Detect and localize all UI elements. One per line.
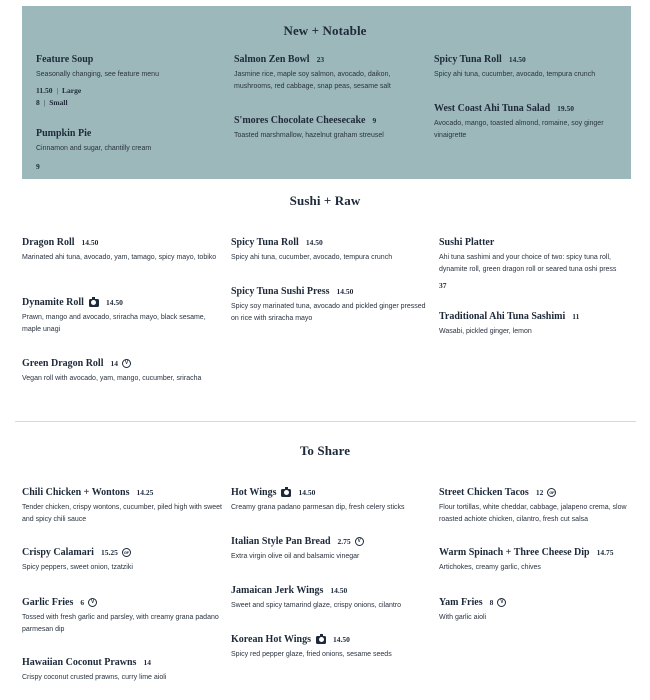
item-desc: Artichokes, creamy garlic, chives	[439, 564, 541, 571]
item-price: 14.50	[298, 488, 316, 497]
item-desc: Prawn, mango and avocado, sriracha mayo, black sesame, maple unagi	[22, 314, 206, 333]
gluten-free-icon: GF	[122, 548, 131, 557]
item-name: S'mores Chocolate Cheesecake	[234, 115, 366, 126]
item-price: 6	[80, 598, 85, 607]
item-desc: Seasonally changing, see feature menu	[36, 71, 159, 78]
menu-item-garlic-fries[interactable]	[22, 596, 222, 636]
item-price: 14.75	[596, 548, 614, 557]
menu-item-pumpkin-pie[interactable]	[36, 127, 236, 173]
size-label: Small	[49, 98, 68, 107]
item-desc: Cinnamon and sugar, chantilly cream	[36, 145, 152, 152]
item-price: 14.50	[336, 287, 354, 296]
menu-item-west-coast-salad[interactable]	[434, 102, 624, 142]
item-price: 9	[36, 162, 40, 171]
item-name: Hot Wings	[231, 487, 277, 498]
menu-item-italian-pan-bread[interactable]	[231, 535, 431, 563]
item-name: Yam Fries	[439, 597, 483, 608]
item-name: Spicy Tuna Roll	[434, 54, 502, 65]
item-desc: Spicy ahi tuna, cucumber, avocado, tempura crunch	[434, 71, 596, 78]
menu-item-dynamite-roll[interactable]	[22, 296, 222, 336]
item-desc: Marinated ahi tuna, avocado, yam, tamago, spicy mayo, tobiko	[22, 254, 217, 261]
menu-item-smores-cheesecake[interactable]	[234, 114, 429, 142]
size-label: Large	[61, 86, 82, 95]
item-name: Feature Soup	[36, 54, 94, 65]
item-sizes	[36, 85, 236, 109]
item-name: Warm Spinach + Three Cheese Dip	[439, 547, 590, 558]
item-name: Pumpkin Pie	[36, 128, 92, 139]
item-name: Sushi Platter	[439, 237, 495, 248]
item-desc: Spicy ahi tuna, cucumber, avocado, tempura crunch	[231, 254, 393, 261]
item-name: Spicy Tuna Roll	[231, 237, 299, 248]
item-desc: With garlic aioli	[439, 614, 487, 621]
item-desc: Flour tortillas, white cheddar, cabbage, jalapeno crema, slow roasted achiote chicken, cilantro, fresh cut salsa	[439, 504, 627, 523]
menu-item-hawaiian-coconut-prawns[interactable]	[22, 656, 222, 684]
item-desc: Creamy grana padano parmesan dip, fresh celery sticks	[231, 504, 405, 511]
item-name: Crispy Calamari	[22, 547, 94, 558]
size-separator: |	[43, 98, 46, 107]
item-name: West Coast Ahi Tuna Salad	[434, 103, 551, 114]
item-desc: Spicy soy marinated tuna, avocado and pickled ginger pressed on rice with sriracha mayo	[231, 303, 426, 322]
vegetarian-icon: V	[497, 598, 506, 607]
item-desc: Avocado, mango, toasted almond, romaine, soy ginger vinaigrette	[434, 120, 604, 139]
menu-item-green-dragon-roll[interactable]	[22, 357, 222, 385]
item-price: 14.50	[333, 635, 350, 644]
section-title-to-share: To Share	[299, 443, 351, 458]
menu-item-spicy-tuna-sushi-press[interactable]	[231, 285, 431, 325]
menu-item-korean-hot-wings[interactable]	[231, 633, 431, 661]
vegetarian-icon: V	[122, 359, 131, 368]
item-desc: Vegan roll with avocado, yam, mango, cucumber, sriracha	[22, 375, 202, 382]
menu-item-hot-wings[interactable]	[231, 486, 431, 514]
section-divider	[15, 421, 636, 422]
item-name: Garlic Fries	[22, 597, 74, 608]
item-price: 23	[316, 55, 325, 64]
vegetarian-icon: V	[88, 598, 97, 607]
menu-item-spicy-tuna-roll-featured[interactable]	[434, 53, 624, 81]
item-price: 14.50	[81, 238, 99, 247]
section-title-sushi-raw: Sushi + Raw	[289, 193, 361, 208]
item-price: 14	[143, 658, 151, 667]
item-price: 14.50	[105, 298, 123, 307]
item-name: Jamaican Jerk Wings	[231, 585, 324, 596]
item-price: 14.50	[330, 586, 348, 595]
item-name: Italian Style Pan Bread	[231, 536, 331, 547]
item-name: Traditional Ahi Tuna Sashimi	[439, 311, 566, 322]
item-price: 19.50	[557, 104, 575, 113]
section-title-new-notable: New + Notable	[283, 23, 367, 38]
item-desc: Tender chicken, crispy wontons, cucumber, piled high with sweet and spicy chili sauce	[22, 504, 222, 523]
menu-item-street-chicken-tacos[interactable]	[439, 486, 639, 526]
size-separator: |	[56, 86, 58, 95]
item-name: Hawaiian Coconut Prawns	[22, 657, 137, 668]
menu-item-warm-spinach-dip[interactable]	[439, 546, 639, 574]
item-desc: Extra virgin olive oil and balsamic vinegar	[231, 553, 360, 560]
menu-item-feature-soup[interactable]	[36, 53, 236, 109]
item-name: Dragon Roll	[22, 237, 75, 248]
menu-item-yam-fries[interactable]	[439, 596, 639, 624]
item-name: Green Dragon Roll	[22, 358, 104, 369]
size-large	[36, 85, 236, 97]
item-name: Chili Chicken + Wontons	[22, 487, 130, 498]
item-price: 14.50	[508, 55, 526, 64]
menu-item-crispy-calamari[interactable]	[22, 546, 222, 574]
menu-item-jamaican-jerk-wings[interactable]	[231, 584, 431, 612]
camera-icon[interactable]	[89, 299, 99, 307]
item-price: 9	[372, 116, 377, 125]
new-notable-section	[22, 6, 631, 179]
gluten-free-icon: GF	[547, 488, 556, 497]
menu-item-spicy-tuna-roll[interactable]	[231, 236, 431, 264]
item-name: Korean Hot Wings	[231, 634, 312, 645]
vegetarian-icon: V	[355, 537, 364, 546]
camera-icon[interactable]	[316, 636, 326, 644]
item-desc: Crispy coconut crusted prawns, curry lime aioli	[22, 674, 167, 681]
item-desc: Sweet and spicy tamarind glaze, crispy onions, cilantro	[231, 602, 402, 609]
item-price: 15.25	[100, 548, 118, 557]
size-price: 8	[36, 98, 40, 107]
menu-item-salmon-zen-bowl[interactable]	[234, 53, 429, 93]
item-desc: Ahi tuna sashimi and your choice of two: spicy tuna roll, dynamite roll, green dragon roll or seared tuna oshi press	[439, 254, 617, 273]
item-price: 11	[572, 312, 580, 321]
item-price: 37	[439, 281, 447, 290]
item-name: Salmon Zen Bowl	[234, 54, 310, 65]
item-desc: Tossed with fresh garlic and parsley, with creamy grana padano parmesan dip	[22, 614, 219, 633]
item-desc: Spicy peppers, sweet onion, tzatziki	[22, 564, 133, 571]
menu-item-sushi-platter[interactable]	[439, 236, 639, 292]
item-name: Dynamite Roll	[22, 297, 84, 308]
item-desc: Jasmine rice, maple soy salmon, avocado, daikon, mushrooms, red cabbage, snap peas, sesame salt	[234, 71, 391, 90]
item-price: 14	[110, 359, 118, 368]
item-desc: Wasabi, pickled ginger, lemon	[439, 328, 532, 335]
item-price: 14.25	[136, 488, 154, 497]
item-price: 14.50	[305, 238, 323, 247]
camera-icon[interactable]	[281, 489, 291, 497]
item-name: Spicy Tuna Sushi Press	[231, 286, 330, 297]
item-price: 12	[535, 488, 544, 497]
size-small	[36, 97, 236, 109]
item-price: 8	[489, 598, 494, 607]
item-price: 2.75	[337, 537, 351, 546]
menu-item-traditional-sashimi[interactable]	[439, 310, 639, 338]
size-price: 11.50	[36, 86, 53, 95]
menu-item-dragon-roll[interactable]	[22, 236, 222, 264]
item-desc: Spicy red pepper glaze, fried onions, sesame seeds	[231, 651, 392, 658]
item-desc: Toasted marshmallow, hazelnut graham streusel	[234, 132, 384, 139]
menu-item-chili-chicken-wontons[interactable]	[22, 486, 222, 526]
item-name: Street Chicken Tacos	[439, 487, 529, 498]
